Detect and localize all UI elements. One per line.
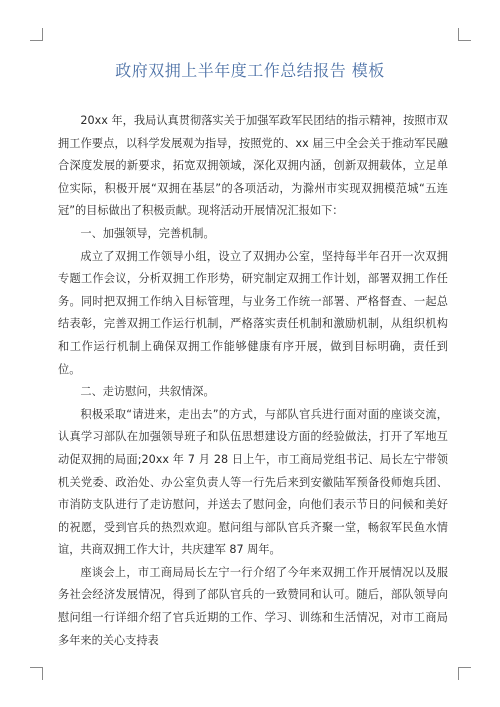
section-heading-2: 二、走访慰问，共叙情深。 [80,385,215,399]
corner-mark-top-right [458,28,471,41]
document-body [58,110,448,652]
intro-paragraph: 20xx 年，我局认真贯彻落实关于加强军政军民团结的指示精神，按照市双拥工作要点，以科学发展观为指导，按照党的、xx 届三中全会关于推动军民融合深度发展的新要求，拓宽双拥领域，深化双拥内涵，创新双拥载体，立足单位实际，积极开展“双拥在基层”的各项活动，为滁州市实现双拥模范城“五连冠”的目标做出了积极贡献。现将活动开展情况汇报如下： [58,114,448,218]
corner-mark-top-left [30,28,43,41]
section-heading-1: 一、加强领导，完善机制。 [80,226,215,240]
section-2-paragraph-1: 积极采取“请进来，走出去”的方式，与部队官兵进行面对面的座谈交流，认真学习部队在加强领导班子和队伍思想建设方面的经验做法，打开了军地互动促双拥的局面;20xx 年 7 月 28 日上午，市工商局党组书记、局长左宁带领机关党委、政治处、办公室负责人等一行先后来到安徽陆军预备役师炮兵团、市消防支队进行了走访慰问，并送去了慰问金，向他们表示节日的问候和美好的祝愿，受到官兵的热烈欢迎。慰问组与部队官兵齐聚一堂，畅叙军民鱼水情谊，共商双拥工作大计，共庆建军 87 周年。 [58,407,448,557]
section-1-paragraph: 成立了双拥工作领导小组，设立了双拥办公室，坚持每半年召开一次双拥专题工作会议，分析双拥工作形势，研究制定双拥工作计划，部署双拥工作任务。同时把双拥工作纳入目标管理，与业务工作统一部署、严格督查、一起总结表彰，完善双拥工作运行机制，严格落实责任机制和激励机制，从组织机构和工作运行机制上确保双拥工作能够健康有序开展，做到目标明确，责任到位。 [58,249,448,376]
corner-mark-bottom-right [458,667,471,680]
corner-mark-bottom-left [30,667,43,680]
section-2-paragraph-2: 座谈会上，市工商局局长左宁一行介绍了今年来双拥工作开展情况以及服务社会经济发展情况，得到了部队官兵的一致赞同和认可。随后，部队领导向慰问组一行详细介绍了官兵近期的工作、学习、训练和生活情况，对市工商局多年来的关心支持表 [58,565,448,647]
document-title: 政府双拥上半年度工作总结报告 模板 [115,61,385,80]
